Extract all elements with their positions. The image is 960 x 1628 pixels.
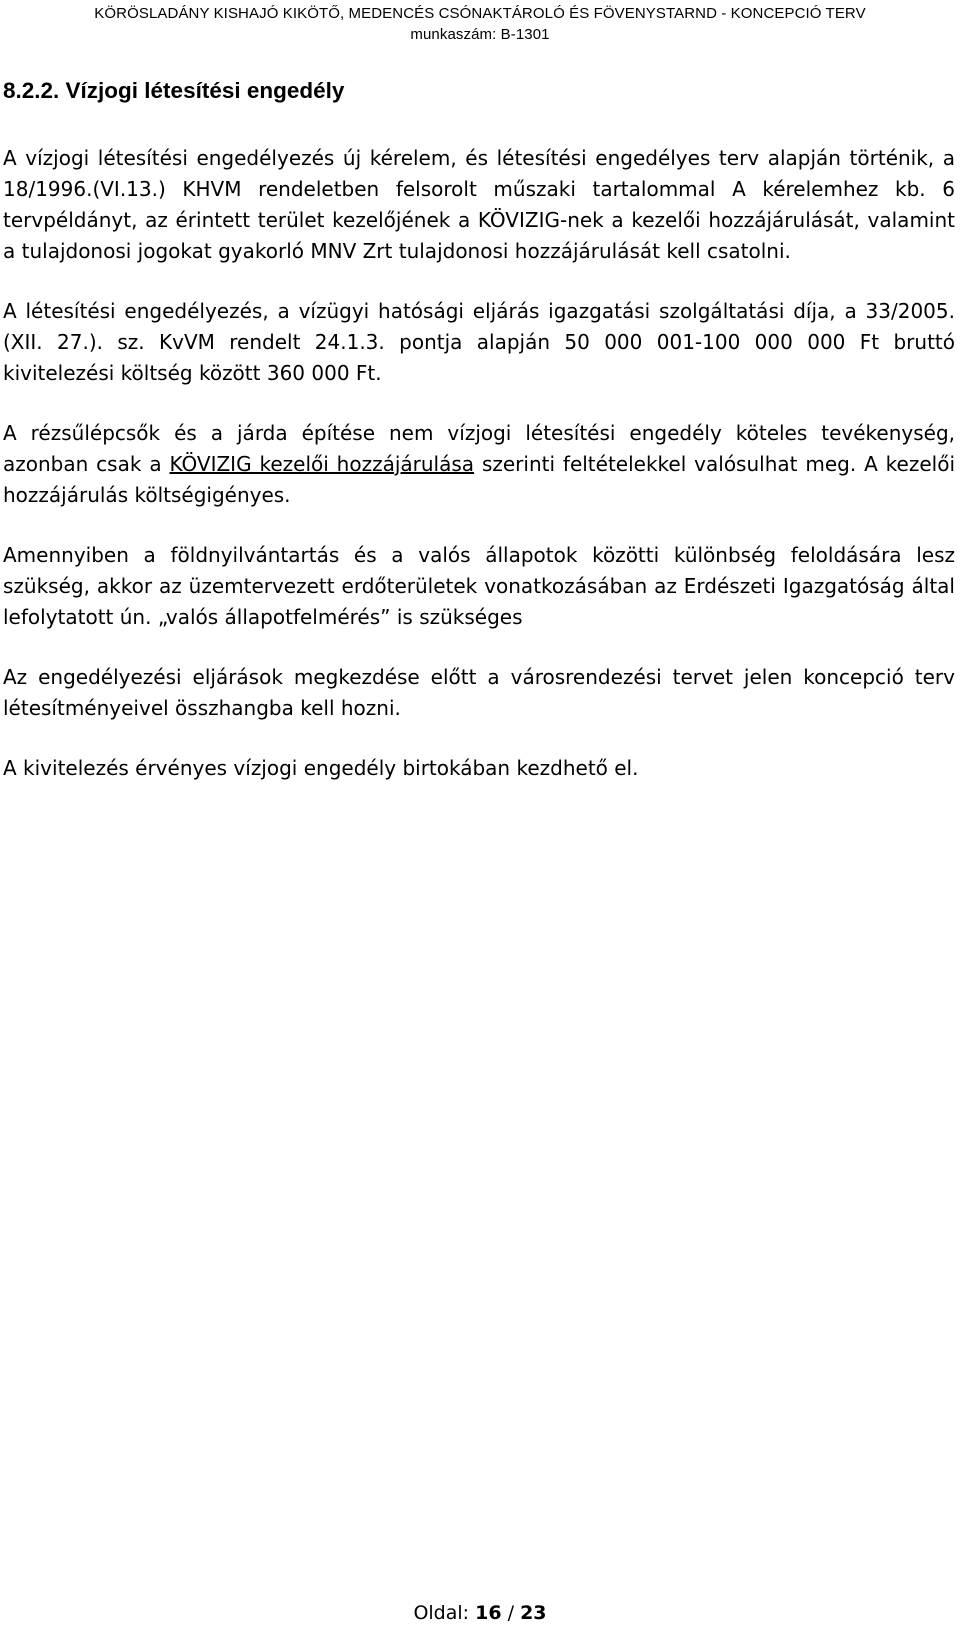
paragraph-embankment [3, 418, 955, 511]
paragraph-embankment-text-2: szerinti feltételekkel valósulhat meg. A kezelői hozzájárulás költségigényes. [3, 452, 955, 507]
document-body [3, 143, 955, 813]
page-header [0, 3, 960, 45]
page-label: Oldal: [413, 1602, 470, 1624]
section-title: 8.2.2. Vízjogi létesítési engedély [3, 78, 345, 103]
kovizig-consent-link: KÖVIZIG kezelői hozzájárulása [169, 452, 475, 476]
paragraph-zoning-plan: Az engedélyezési eljárások megkezdése előtt a városrendezési tervet jelen koncepció terv létesítményeivel összhangba kell hozni. [3, 665, 955, 720]
page-total: 23 [520, 1602, 547, 1624]
paragraph-construction: A kivitelezés érvényes vízjogi engedély birtokában kezdhető el. [3, 756, 639, 780]
page-separator: / [507, 1602, 515, 1624]
paragraph-fee: A létesítési engedélyezés, a vízügyi hatósági eljárás igazgatási szolgáltatási díja, a 33/2005. (XII. 27.). sz. KvVM rendelt 24.1.3. pontja alapján 50 000 001-100 000 000 Ft bruttó kivitelezési költség között 360 000 Ft. [3, 299, 955, 385]
header-project-title: KÖRÖSLADÁNY KISHAJÓ KIKÖTŐ, MEDENCÉS CSÓNAKTÁROLÓ ÉS FÖVENYSTARND - KONCEPCIÓ TERV [94, 5, 866, 22]
paragraph-land-registry: Amennyiben a földnyilvántartás és a valós állapotok közötti különbség feloldására lesz szükség, akkor az üzemtervezett erdőterületek vonatkozásában az Erdészeti Igazgatóság által lefolytatott ún. „valós állapotfelmérés” is szükséges [3, 543, 955, 629]
paragraph-application: A vízjogi létesítési engedélyezés új kérelem, és létesítési engedélyes terv alapján történik, a 18/1996.(VI.13.) KHVM rendeletben felsorolt műszaki tartalommal A kérelemhez kb. 6 tervpéldányt, az érintett terület kezelőjének a KÖVIZIG-nek a kezelői hozzájárulását, valamint a tulajdonosi jogokat gyakorló MNV Zrt tulajdonosi hozzájárulását kell csatolni. [3, 146, 955, 263]
page-footer [0, 1600, 960, 1626]
paragraph-embankment-text-1: A rézsűlépcsők és a járda építése nem vízjogi létesítési engedély köteles tevékenység, azonban csak a [3, 421, 955, 476]
header-project-number: munkaszám: B-1301 [410, 26, 550, 43]
page-number: 16 [475, 1602, 502, 1624]
